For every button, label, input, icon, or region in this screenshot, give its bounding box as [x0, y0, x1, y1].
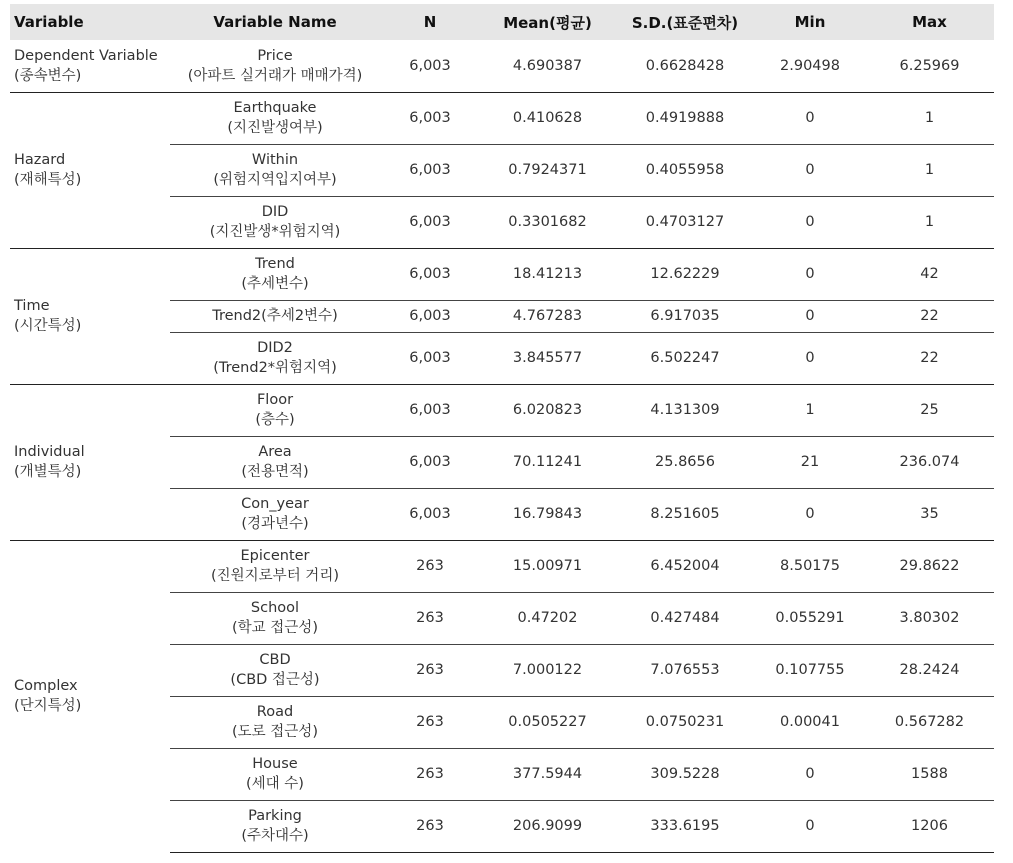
variable-name: School — [250, 600, 300, 616]
cell-max: 22 — [865, 332, 994, 384]
cell-sd: 0.0750231 — [615, 696, 755, 748]
variable-sublabel: (도로 접근성) — [232, 724, 318, 740]
variable-name-cell — [170, 248, 380, 300]
cell-max: 1 — [865, 92, 994, 144]
variable-name-cell — [170, 40, 380, 92]
variable-name: Area — [258, 444, 292, 460]
cell-mean: 70.11241 — [480, 436, 615, 488]
cell-mean: 7.000122 — [480, 644, 615, 696]
cell-sd: 8.251605 — [615, 488, 755, 540]
variable-name-cell — [170, 332, 380, 384]
cell-n: 6,003 — [380, 436, 480, 488]
cell-n: 263 — [380, 696, 480, 748]
cell-min: 0 — [755, 800, 865, 852]
variable-name: DID — [261, 204, 289, 220]
cell-max: 3.80302 — [865, 592, 994, 644]
cell-mean: 0.410628 — [480, 92, 615, 144]
cell-n: 6,003 — [380, 144, 480, 196]
cell-mean: 3.845577 — [480, 332, 615, 384]
cell-sd: 6.502247 — [615, 332, 755, 384]
cell-sd: 0.4919888 — [615, 92, 755, 144]
variable-sublabel: (위험지역입지여부) — [213, 172, 337, 188]
variable-name: DID2 — [257, 340, 293, 356]
cell-n: 263 — [380, 644, 480, 696]
group-sublabel: (시간특성) — [14, 318, 82, 334]
cell-mean: 0.47202 — [480, 592, 615, 644]
cell-max: 1206 — [865, 800, 994, 852]
header-mean: Mean(평균) — [503, 13, 592, 32]
cell-min: 1 — [755, 384, 865, 436]
variable-sublabel: (지진발생여부) — [227, 120, 323, 136]
group-hazard — [10, 92, 170, 248]
cell-max: 42 — [865, 248, 994, 300]
variable-name-cell — [170, 384, 380, 436]
group-label: Complex — [14, 678, 78, 695]
cell-max: 25 — [865, 384, 994, 436]
cell-min: 8.50175 — [755, 540, 865, 592]
cell-sd: 0.6628428 — [645, 57, 725, 74]
cell-sd: 4.131309 — [615, 384, 755, 436]
cell-min: 0 — [755, 300, 865, 332]
cell-max: 6.25969 — [899, 57, 960, 74]
header-sd: S.D.(표준편차) — [631, 13, 739, 32]
variable-sublabel: (추세변수) — [241, 276, 309, 292]
variable-sublabel: (층수) — [255, 412, 295, 428]
cell-max: 1588 — [865, 748, 994, 800]
cell-n: 6,003 — [380, 488, 480, 540]
cell-max: 29.8622 — [865, 540, 994, 592]
variable-sublabel: (경과년수) — [241, 516, 309, 532]
cell-min: 0.00041 — [755, 696, 865, 748]
cell-mean: 206.9099 — [480, 800, 615, 852]
group-dependent — [10, 40, 170, 92]
group-label: Hazard — [14, 152, 66, 168]
cell-sd: 6.452004 — [615, 540, 755, 592]
cell-max: 1 — [865, 144, 994, 196]
group-sublabel: (재해특성) — [14, 172, 82, 188]
cell-n: 6,003 — [380, 92, 480, 144]
variable-sublabel: (지진발생*위험지역) — [209, 224, 341, 240]
cell-sd: 12.62229 — [615, 248, 755, 300]
cell-mean: 6.020823 — [480, 384, 615, 436]
group-complex — [10, 540, 170, 852]
group-time — [10, 248, 170, 384]
cell-mean: 16.79843 — [480, 488, 615, 540]
variable-sublabel: (Trend2*위험지역) — [213, 360, 337, 376]
cell-min: 0 — [755, 144, 865, 196]
cell-min: 0 — [755, 196, 865, 248]
cell-sd: 7.076553 — [615, 644, 755, 696]
table-row-earthquake — [10, 92, 994, 144]
cell-mean: 18.41213 — [480, 248, 615, 300]
cell-sd: 0.4055958 — [615, 144, 755, 196]
variable-sublabel: (세대 수) — [246, 776, 304, 792]
group-label: Individual — [14, 444, 85, 460]
variable-name: Con_year — [241, 496, 309, 512]
group-individual — [10, 384, 170, 540]
cell-min: 0.107755 — [755, 644, 865, 696]
cell-max: 28.2424 — [865, 644, 994, 696]
group-label: Dependent Variable — [14, 47, 158, 64]
cell-mean: 0.7924371 — [480, 144, 615, 196]
header-n: N — [423, 13, 437, 31]
header-max: Max — [912, 13, 947, 31]
group-label: Time — [14, 298, 50, 314]
variable-name: Price — [257, 47, 293, 64]
cell-n: 6,003 — [380, 300, 480, 332]
variable-name: Trend — [255, 256, 295, 272]
cell-mean: 4.767283 — [480, 300, 615, 332]
cell-max: 35 — [865, 488, 994, 540]
variable-name: Parking — [248, 808, 302, 824]
variable-name: Floor — [256, 392, 294, 408]
variable-sublabel: (아파트 실거래가 매매가격) — [187, 67, 363, 84]
cell-sd: 6.917035 — [615, 300, 755, 332]
variable-sublabel: (진원지로부터 거리) — [211, 568, 339, 584]
cell-n: 263 — [380, 800, 480, 852]
header-row — [10, 4, 994, 40]
descriptive-statistics-table — [10, 4, 994, 853]
table-row-price — [10, 40, 994, 92]
cell-n: 263 — [380, 592, 480, 644]
variable-name: Epicenter — [240, 548, 310, 564]
cell-mean: 15.00971 — [480, 540, 615, 592]
variable-sublabel: (학교 접근성) — [232, 620, 318, 636]
variable-name-cell — [170, 144, 380, 196]
variable-sublabel: (전용면적) — [241, 464, 309, 480]
variable-name: CBD — [259, 652, 291, 668]
cell-n: 6,003 — [380, 384, 480, 436]
cell-sd: 0.4703127 — [615, 196, 755, 248]
group-sublabel: (개별특성) — [14, 464, 82, 480]
cell-min: 0 — [755, 488, 865, 540]
cell-n: 6,003 — [380, 248, 480, 300]
cell-mean: 4.690387 — [512, 57, 583, 74]
variable-sublabel: (CBD 접근성) — [230, 672, 320, 688]
cell-min: 0 — [755, 92, 865, 144]
variable-name-cell — [170, 540, 380, 592]
variable-name-cell — [170, 696, 380, 748]
variable-name-cell — [170, 488, 380, 540]
variable-name: Trend2(추세2변수) — [212, 308, 338, 324]
cell-n: 6,003 — [380, 196, 480, 248]
variable-name: Road — [256, 704, 294, 720]
cell-n: 263 — [380, 748, 480, 800]
cell-n: 6,003 — [380, 332, 480, 384]
cell-max: 22 — [865, 300, 994, 332]
variable-name-cell — [170, 300, 380, 332]
cell-min: 21 — [755, 436, 865, 488]
cell-min: 0 — [755, 332, 865, 384]
variable-name-cell — [170, 436, 380, 488]
cell-min: 0.055291 — [755, 592, 865, 644]
table-row-epicenter — [10, 540, 994, 592]
variable-name: Within — [251, 152, 299, 168]
variable-sublabel: (주차대수) — [241, 828, 309, 844]
variable-name-cell — [170, 592, 380, 644]
group-sublabel: (단지특성) — [14, 698, 82, 715]
cell-sd: 25.8656 — [615, 436, 755, 488]
cell-sd: 0.427484 — [615, 592, 755, 644]
header-min: Min — [794, 13, 826, 31]
cell-max: 236.074 — [865, 436, 994, 488]
variable-name: House — [252, 756, 298, 772]
variable-name-cell — [170, 196, 380, 248]
cell-mean: 0.3301682 — [480, 196, 615, 248]
cell-min: 0 — [755, 748, 865, 800]
table-row-floor — [10, 384, 994, 436]
cell-n: 6,003 — [409, 57, 451, 74]
variable-name-cell — [170, 644, 380, 696]
cell-min: 0 — [755, 248, 865, 300]
header-variable-name: Variable Name — [213, 13, 337, 31]
cell-mean: 0.0505227 — [480, 696, 615, 748]
cell-min: 2.90498 — [780, 57, 840, 74]
variable-name: Earthquake — [233, 100, 317, 116]
table-row-trend — [10, 248, 994, 300]
header-variable: Variable — [14, 13, 84, 31]
variable-name-cell — [170, 800, 380, 852]
cell-n: 263 — [380, 540, 480, 592]
cell-sd: 333.6195 — [615, 800, 755, 852]
group-sublabel: (종속변수) — [14, 67, 82, 84]
cell-max: 1 — [865, 196, 994, 248]
cell-sd: 309.5228 — [615, 748, 755, 800]
cell-mean: 377.5944 — [480, 748, 615, 800]
variable-name-cell — [170, 92, 380, 144]
variable-name-cell — [170, 748, 380, 800]
cell-max: 0.567282 — [865, 696, 994, 748]
